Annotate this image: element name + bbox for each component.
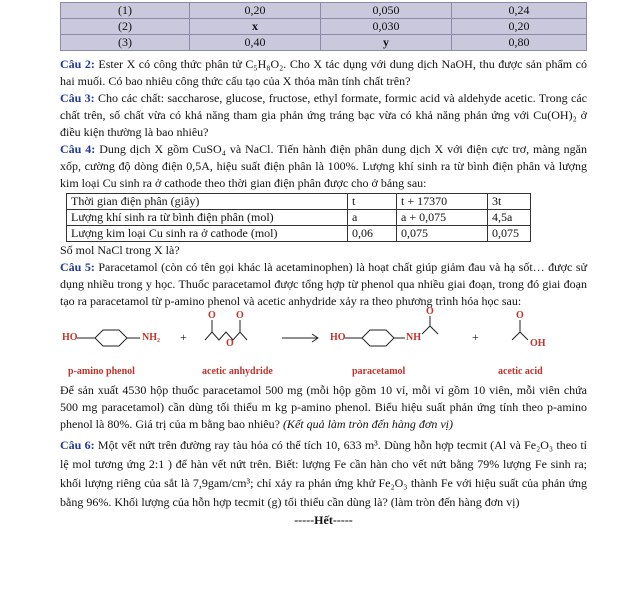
question-4-ask: Số mol NaCl trong X là? [60,243,180,257]
ho-label: HO [62,332,78,343]
table-cell: Lượng kim loại Cu sinh ra ở cathode (mol) [67,226,348,242]
table-cell: 0,80 [452,35,587,51]
table-cell: Lượng khí sinh ra từ bình điện phân (mol) [67,210,348,226]
table-cell: 0,06 [348,226,397,242]
table-cell: 0,40 [190,35,321,51]
question-5 [60,259,587,310]
table-cell: a [348,210,397,226]
table-cell: 0,24 [452,3,587,19]
benzene-ring-icon [95,330,127,346]
question-text: Một vết nứt trên đường ray tàu hỏa có thể tích 10, 633 m³. Dùng hỗn hợp tecmit (Al và Fe₂O₃ theo tỉ lệ mol tương ứng 2:1 ) để hàn vết nứt trên. Biết: lượng Fe cần hàn cho vết nứt bằng 79% lượng Fe sinh ra; khối lượng riêng của sắt là 7,9gam/cm³; chỉ xảy ra phản ứng khử Fe₂O₃ thành Fe với hiệu suất của phản ứng bằng 96%. Khối lượng của hỗn hợp tecmit (g) tối thiểu cần dùng là? (làm tròn đến hàng đơn vị) [60,438,587,509]
table-row [67,194,531,210]
table-cell: 4,5a [488,210,531,226]
table-cell: 0,20 [190,3,321,19]
table-cell: Thời gian điện phân (giây) [67,194,348,210]
oh-label: OH [530,338,546,349]
table-cell: a + 0,075 [397,210,488,226]
caption-acetic-anhydride: acetic anhydride [202,366,273,377]
table-cell: 0,075 [397,226,488,242]
data-table-top [60,2,587,51]
table-cell: t + 17370 [397,194,488,210]
table-row [67,210,531,226]
table-cell: y [321,35,452,51]
oxygen-label: O [236,310,244,321]
table-cell: (1) [61,3,190,19]
question-label: Câu 4: [60,142,96,156]
benzene-ring-icon [362,330,394,346]
table-cell: 3t [488,194,531,210]
table-cell: 0,050 [321,3,452,19]
nh-label: NH [406,332,421,343]
table-row [67,226,531,242]
oxygen-label: O [516,310,524,321]
nh2-label: NH₂ [142,332,160,343]
oxygen-label: O [226,338,234,349]
oxygen-label: O [208,310,216,321]
caption-paracetamol: paracetamol [352,366,406,377]
plus-sign: + [472,330,479,344]
table-cell: 0,075 [488,226,531,242]
question-2 [60,56,587,90]
question-3 [60,90,587,141]
table-cell: (3) [61,35,190,51]
question-label: Câu 3: [60,91,95,105]
caption-acetic-acid: acetic acid [498,366,543,377]
question-label: Câu 2: [60,57,95,71]
rounding-note: (Kết quả làm tròn đến hàng đơn vị) [282,417,453,431]
question-6 [60,436,587,512]
oxygen-label: O [426,306,434,317]
question-5-task [60,382,587,433]
question-text: Cho các chất: saccharose, glucose, fructose, ethyl formate, formic acid và aldehyde acetic. Trong các chất trên, số chất vừa có khả năng tham gia phản ứng tráng bạc vừa có khả năng phản ứng với Cu(OH)₂ ở điều kiện thường là bao nhiêu? [60,91,588,139]
table-row [61,19,587,35]
reaction-scheme-svg [60,310,587,370]
table-row [61,3,587,19]
caption-p-amino-phenol: p-amino phenol [68,366,135,377]
electrolysis-table [66,193,531,242]
table-cell: (2) [61,19,190,35]
question-4 [60,141,587,192]
table-cell: 0,030 [321,19,452,35]
end-marker: -----Hết----- [294,513,353,527]
plus-sign: + [180,330,187,344]
question-text: Ester X có công thức phân tử C₅H₈O₂. Cho X tác dụng với dung dịch NaOH, thu được sản phẩm có hai muối. Có bao nhiêu công thức cấu tạo của X thỏa mãn tính chất trên? [60,57,587,88]
table-row [61,35,587,51]
table-cell: x [190,19,321,35]
reaction-scheme [60,306,587,382]
question-label: Câu 6: [60,438,95,452]
table-cell: t [348,194,397,210]
ho-label: HO [330,332,346,343]
question-text: Paracetamol (còn có tên gọi khác là acetaminophen) là hoạt chất giúp giảm đau và hạ sốt… được sử dụng nhiều trong y học. Thuốc paracetamol được tổng hợp từ phenol qua nhiều giai đoạn, trong đó giai đoạn tạo ra paracetamol từ p-amino phenol và acetic anhydride xảy ra theo phương trình hóa học sau: [60,260,587,308]
table-cell: 0,20 [452,19,587,35]
question-text: Để sản xuất 4530 hộp thuốc paracetamol 500 mg (mỗi hộp gồm 10 vỉ, mỗi vỉ gồm 10 viên, mỗi viên chứa 500 mg paracetamol) cần dùng tối thiểu m kg p-amino phenol. Biểu hiệu suất phản ứng tính theo p-amino phenol là 80%. Giá trị của m bằng bao nhiêu? [60,383,587,431]
question-label: Câu 5: [60,260,95,274]
question-text: Dung dịch X gồm CuSO₄ và NaCl. Tiến hành điện phân dung dịch X với điện cực trơ, màng ngăn xốp, cường độ dòng điện 0,5A, hiệu suất điện phân là 100%. Lượng khí sinh ra từ bình điện phân và lượng kim loại Cu sinh ra ở cathode theo thời gian điện phân được cho ở bảng sau: [60,142,587,190]
